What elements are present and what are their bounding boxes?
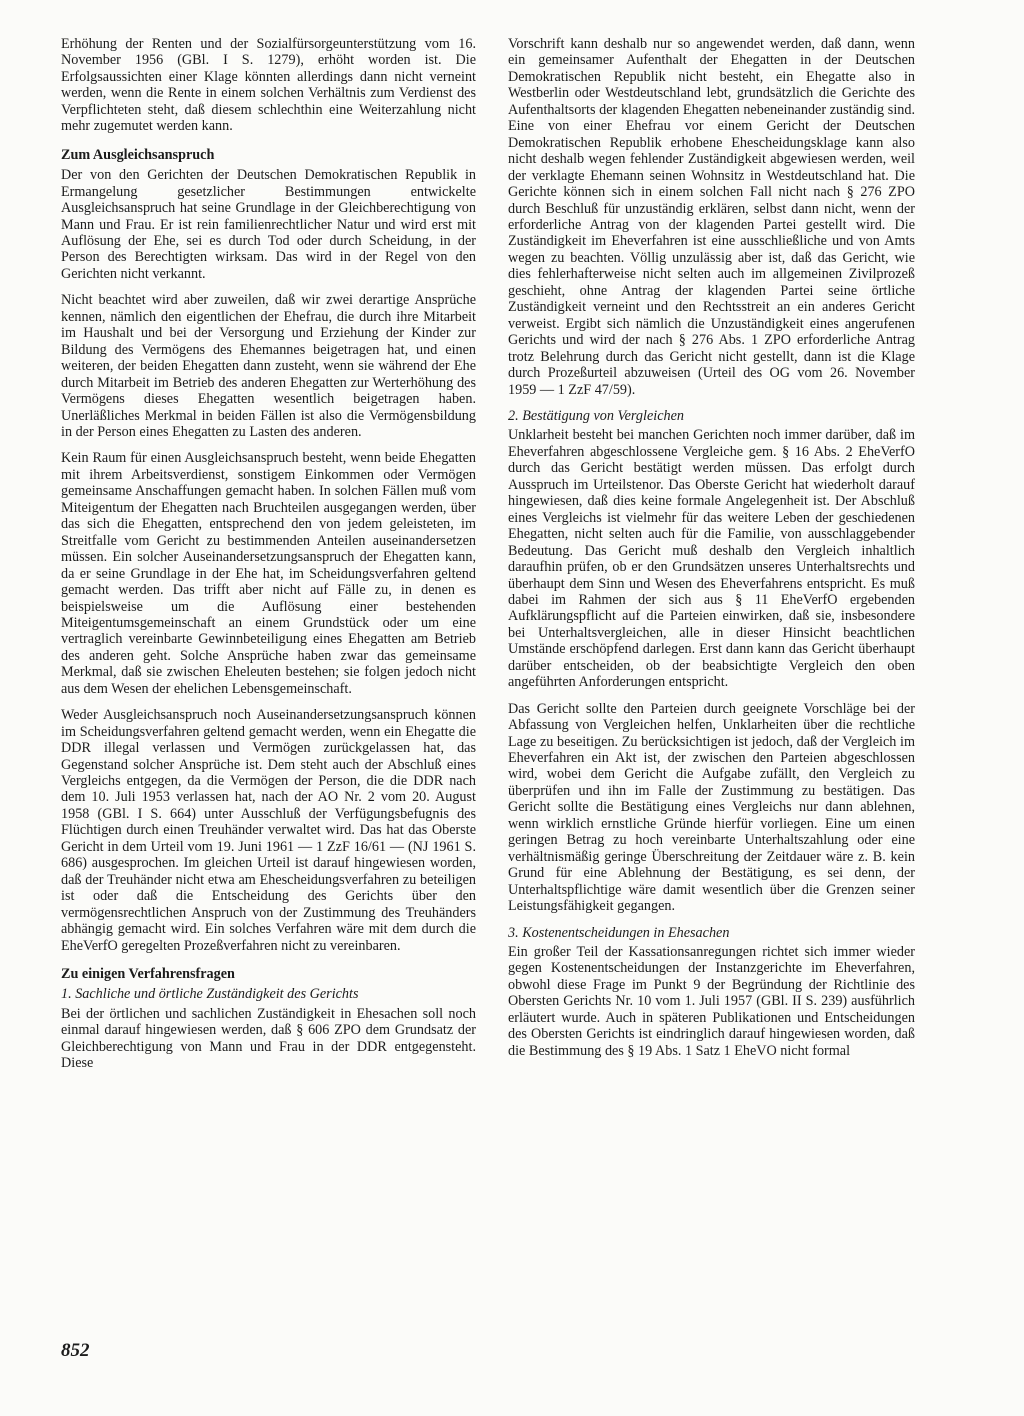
- right-column: [508, 36, 915, 1069]
- paragraph: Unklarheit besteht bei manchen Gerichten noch immer darüber, daß im Eheverfahren abgeschlossene Vergleiche gem. § 16 Abs. 2 EheVerfO durch das Gericht bestätigt werden müssen. Das erfolgt durch Ausspruch im Urteilstenor. Das Oberste Gericht hat wiederholt darauf hingewiesen, daß dies keine formale Angelegenheit ist. Der Abschluß eines Vergleichs ist vielmehr für das weitere Leben der geschiedenen Ehegatten, nicht selten auch für die Familie, von ausschlaggebender Bedeutung. Das Gericht muß deshalb den Vergleich inhaltlich daraufhin prüfen, ob er den Grundsätzen unseres Unterhaltsrechts und überhaupt dem Sinn und Wesen des Eheverfahrens entspricht. Es muß dabei im Rahmen der sich aus § 11 EheVerfO ergebenden Aufklärungspflicht auf die Parteien einwirken, daß sie, insbesondere bei Unterhaltsvergleichen, alle in dieser Hinsicht beachtlichen Umstände erschöpfend darlegen. Erst dann kann das Gericht überhaupt darüber entscheiden, ob der beabsichtigte Vergleich den oben angeführten Anforderungen entspricht.: [508, 427, 915, 691]
- page-number: 852: [61, 1340, 90, 1361]
- subsection-heading-zustaendigkeit: 1. Sachliche und örtliche Zuständigkeit des Gerichts: [61, 986, 359, 1003]
- paragraph: Kein Raum für einen Ausgleichsanspruch besteht, wenn beide Ehegatten mit ihrem Arbeitsverdienst, sonstigem Einkommen oder Vermögen gemeinsame Anschaffungen gemacht haben. In solchen Fällen muß vom Miteigentum der Ehegatten nach Bruchteilen ausgegangen werden, über das sich die Ehegatten, entsprechend den von jedem geleisteten, im Streitfalle vom Gericht zu bestimmenden Anteilen auseinandersetzen müssen. Ein solcher Auseinandersetzungsanspruch der Ehegatten kann, da er seine Grundlage in der Ehe hat, im Scheidungsverfahren geltend gemacht werden. Das trifft aber nicht auf Fälle zu, in denen es beispielsweise um die Auflösung einer bestehenden Miteigentumsgemeinschaft an einem Grundstück oder um eine vertraglich vereinbarte Gewinnbeteiligung eines Ehegatten am Betrieb des anderen geht. Solche Ansprüche haben zwar das gemeinsame Merkmal, daß sie zwischen Eheleuten bestehen; sie folgen jedoch nicht aus dem Wesen der ehelichen Lebensgemeinschaft.: [61, 450, 476, 697]
- paragraph: Bei der örtlichen und sachlichen Zuständigkeit in Ehesachen soll noch einmal darauf hingewiesen werden, daß § 606 ZPO dem Grundsatz der Gleichberechtigung von Mann und Frau in der DDR entgegensteht. Diese: [61, 1005, 476, 1072]
- section-heading-verfahrensfragen: Zu einigen Verfahrensfragen: [61, 966, 235, 983]
- subsection-heading-vergleiche: 2. Bestätigung von Vergleichen: [508, 407, 684, 424]
- paragraph: Weder Ausgleichsanspruch noch Auseinandersetzungsanspruch können im Scheidungsverfahren geltend gemacht werden, wenn ein Ehegatte die DDR illegal verlassen und Vermögen zurückgelassen hat, das Gegenstand solcher Ansprüche ist. Dem steht auch der Abschluß eines Vergleichs entgegen, da die Vermögen der Person, die die DDR nach dem 10. Juli 1953 verlassen hat, nach der AO Nr. 2 vom 20. August 1958 (GBl. I S. 664) unter Ausschluß der Verfügungsbefugnis des Flüchtigen durch einen Treuhänder verwaltet wird. Das hat das Oberste Gericht in dem Urteil vom 19. Juni 1961 — 1 ZzF 16/61 — (NJ 1961 S. 686) ausgesprochen. Im gleichen Urteil ist darauf hingewiesen worden, daß der Treuhänder nicht etwa am Ehescheidungsverfahren zu beteiligen ist oder daß die Entscheidung des Gerichts über den vermögensrechtlichen Anspruch von der Zustimmung des Treuhänders abhängig gemacht wird. Ein solches Verfahren wäre mit dem durch die EheVerfO geregelten Prozeßverfahren nicht zu vereinbaren.: [61, 707, 476, 954]
- paragraph: Das Gericht sollte den Parteien durch geeignete Vorschläge bei der Abfassung von Vergleichen helfen, Unklarheiten über die rechtliche Lage zu beseitigen. Zu berücksichtigen ist jedoch, daß der Vergleich im Eheverfahren ein Akt ist, der zwischen den Parteien abgeschlossen wird, wobei dem Gericht die Aufgabe zufällt, den Vergleich zu überprüfen und ihn im Falle der Zustimmung zu bestätigen. Das Gericht sollte die Bestätigung eines Vergleichs nur dann ablehnen, wenn wirklich ernstliche Gründe hierfür vorliegen. Eine um einen geringen Betrag zu hoch vereinbarte Unterhaltszahlung oder eine verhältnismäßig geringe Überschreitung der Zeitdauer wäre z. B. kein Grund für eine Ablehnung der Bestätigung, es sei denn, der Unterhaltspflichtige wäre damit wesentlich über die Grenzen seiner Leistungsfähigkeit gegangen.: [508, 700, 915, 915]
- paragraph: Erhöhung der Renten und der Sozialfürsorgeunterstützung vom 16. November 1956 (GBl. I S. 1279), erhöht worden ist. Die Erfolgsaussichten einer Klage könnten allerdings dann nicht verneint werden, wenn die Rente in einem solchen Verhältnis zum Verdienst des Verpflichteten steht, daß diesem schlechthin eine Weiterzahlung nicht mehr zugemutet werden kann.: [61, 36, 476, 135]
- subsection-heading-kostenentscheidungen: 3. Kostenentscheidungen in Ehesachen: [508, 924, 730, 941]
- paragraph: Nicht beachtet wird aber zuweilen, daß wir zwei derartige Ansprüche kennen, nämlich den eigentlichen der Ehefrau, die durch ihre Mitarbeit im Haushalt und bei der Versorgung und Erziehung der Kinder zur Bildung des Vermögens des Ehemannes beigetragen hat, und einen weiteren, der beiden Ehegatten dann zusteht, wenn sie während der Ehe durch Mitarbeit im Betrieb des anderen Ehegatten zur Werterhöhung des Vermögens dieses Ehegatten wesentlich beigetragen haben. Unerläßliches Merkmal in beiden Fällen ist also die Vermögensbildung in der Person eines Ehegatten zu Lasten des anderen.: [61, 292, 476, 440]
- paragraph: Vorschrift kann deshalb nur so angewendet werden, daß dann, wenn ein gemeinsamer Aufenthalt der Ehegatten in der Deutschen Demokratischen Republik nicht besteht, ein Ehegatte also in Westberlin oder Westdeutschland lebt, grundsätzlich die Gerichte des Aufenthaltsorts der klagenden Ehegatten nebeneinander zuständig sind. Eine von einer Ehefrau vor einem Gericht der Deutschen Demokratischen Republik erhobene Ehescheidungsklage kann also nicht deshalb wegen fehlender Zuständigkeit abgewiesen werden, weil der verklagte Ehemann seinen Wohnsitz in Westdeutschland hat. Die Gerichte können sich in einem solchen Fall nicht nach § 276 ZPO durch Beschluß für unzuständig erklären, selbst dann nicht, wenn der erforderliche Antrag von der klagenden Partei gestellt wird. Die Zuständigkeit im Eheverfahren ist eine ausschließliche und von Amts wegen zu beachten. Völlig unzulässig aber ist, daß das Gericht, wie dies fehlerhafterweise nicht selten auch im allgemeinen Zivilprozeß geschieht, ohne Antrag der klagenden Partei seine örtliche Zuständigkeit verneint und den Rechtsstreit an ein anderes Gericht verweist. Ergibt sich nämlich die Unzuständigkeit eines angerufenen Gerichts und wird der nach § 276 Abs. 1 ZPO erforderliche Antrag trotz Belehrung durch das Gericht nicht gestellt, dann ist die Klage durch Prozeßurteil abzuweisen (Urteil des OG vom 26. November 1959 — 1 ZzF 47/59).: [508, 36, 915, 398]
- section-heading-ausgleichsanspruch: Zum Ausgleichsanspruch: [61, 146, 215, 163]
- paragraph: Der von den Gerichten der Deutschen Demokratischen Republik in Ermangelung gesetzlicher Bestimmungen entwickelte Ausgleichsanspruch hat seine Grundlage in der Gleichberechtigung von Mann und Frau. Er ist rein familienrechtlicher Natur und wird erst mit Auflösung der Ehe, sei es durch Tod oder durch Scheidung, in der Person des Berechtigten wirksam. Das wird in der Regel von den Gerichten nicht verkannt.: [61, 167, 476, 282]
- paragraph: Ein großer Teil der Kassationsanregungen richtet sich immer wieder gegen Kostenentscheidungen der Instanzgerichte im Eheverfahren, obwohl diese Frage im Punkt 9 der Begründung der Richtlinie des Obersten Gerichts Nr. 10 vom 1. Juli 1957 (GBl. II S. 239) ausführlich erläutert wurde. Auch in späteren Publikationen und Entscheidungen des Obersten Gerichts ist eindringlich darauf hingewiesen worden, daß die Bestimmung des § 19 Abs. 1 Satz 1 EheVO nicht formal: [508, 944, 915, 1059]
- left-column: [61, 36, 476, 1082]
